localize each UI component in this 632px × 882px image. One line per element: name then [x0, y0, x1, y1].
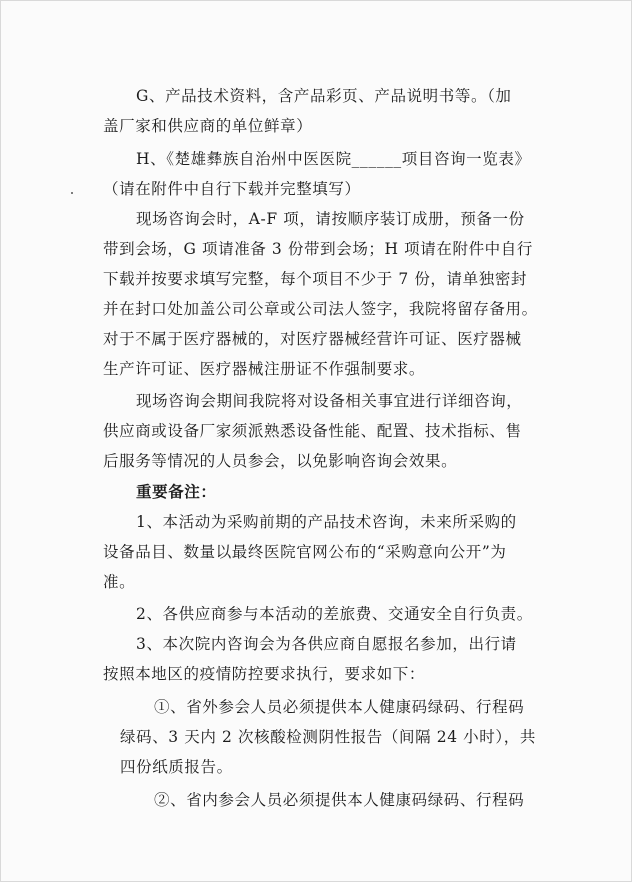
text-line: H、《楚雄彝族自治州中医医院______项目咨询一览表》: [136, 150, 531, 168]
text-line: 并在封口处加盖公司公章或公司法人签字，我院将留存备用。: [103, 300, 538, 318]
text-line: 按照本地区的疫情防控要求执行，要求如下：: [103, 665, 426, 683]
text-line: 绿码、3 天内 2 次核酸检测阴性报告（间隔 24 小时），共: [120, 728, 536, 746]
text-line: 下载并按要求填写完整，每个项目不少于 7 份，请单独密封: [103, 270, 528, 288]
text-line: 对于不属于医疗器械的，对医疗器械经营许可证、医疗器械: [103, 330, 522, 348]
text-line: G、产品技术资料，含产品彩页、产品说明书等。（加: [136, 87, 512, 105]
text-line: 设备品目、数量以最终医院官网公布的“采购意向公开”为: [103, 543, 507, 561]
text-line: 现场咨询会期间我院将对设备相关事宜进行详细咨询，: [136, 392, 523, 410]
scan-speck: [71, 192, 73, 194]
text-line: 盖厂家和供应商的单位鲜章）: [103, 117, 313, 135]
text-line: 四份纸质报告。: [120, 758, 233, 776]
text-line: 2、各供应商参与本活动的差旅费、交通安全自行负责。: [136, 605, 533, 623]
text-line: 生产许可证、医疗器械注册证不作强制要求。: [103, 360, 426, 378]
text-line: 后服务等情况的人员参会，以免影响咨询会效果。: [103, 452, 458, 470]
text-line: ②、省内参会人员必须提供本人健康码绿码、行程码: [154, 791, 525, 809]
text-line: 带到会场，G 项请准备 3 份带到会场；H 项请在附件中自行: [103, 240, 533, 258]
text-line: 供应商或设备厂家须派熟悉设备性能、配置、技术指标、售: [103, 422, 522, 440]
text-line: 现场咨询会时，A-F 项，请按顺序装订成册，预备一份: [136, 210, 525, 228]
text-line: ①、省外参会人员必须提供本人健康码绿码、行程码: [154, 698, 525, 716]
section-heading: 重要备注：: [136, 482, 217, 501]
text-line: 3、本次院内咨询会为各供应商自愿报名参加，出行请: [136, 635, 517, 653]
text-line: 准。: [103, 573, 136, 591]
text-line: 1、本活动为采购前期的产品技术咨询，未来所采购的: [136, 513, 517, 531]
text-line: （请在附件中自行下载并完整填写）: [103, 180, 361, 198]
